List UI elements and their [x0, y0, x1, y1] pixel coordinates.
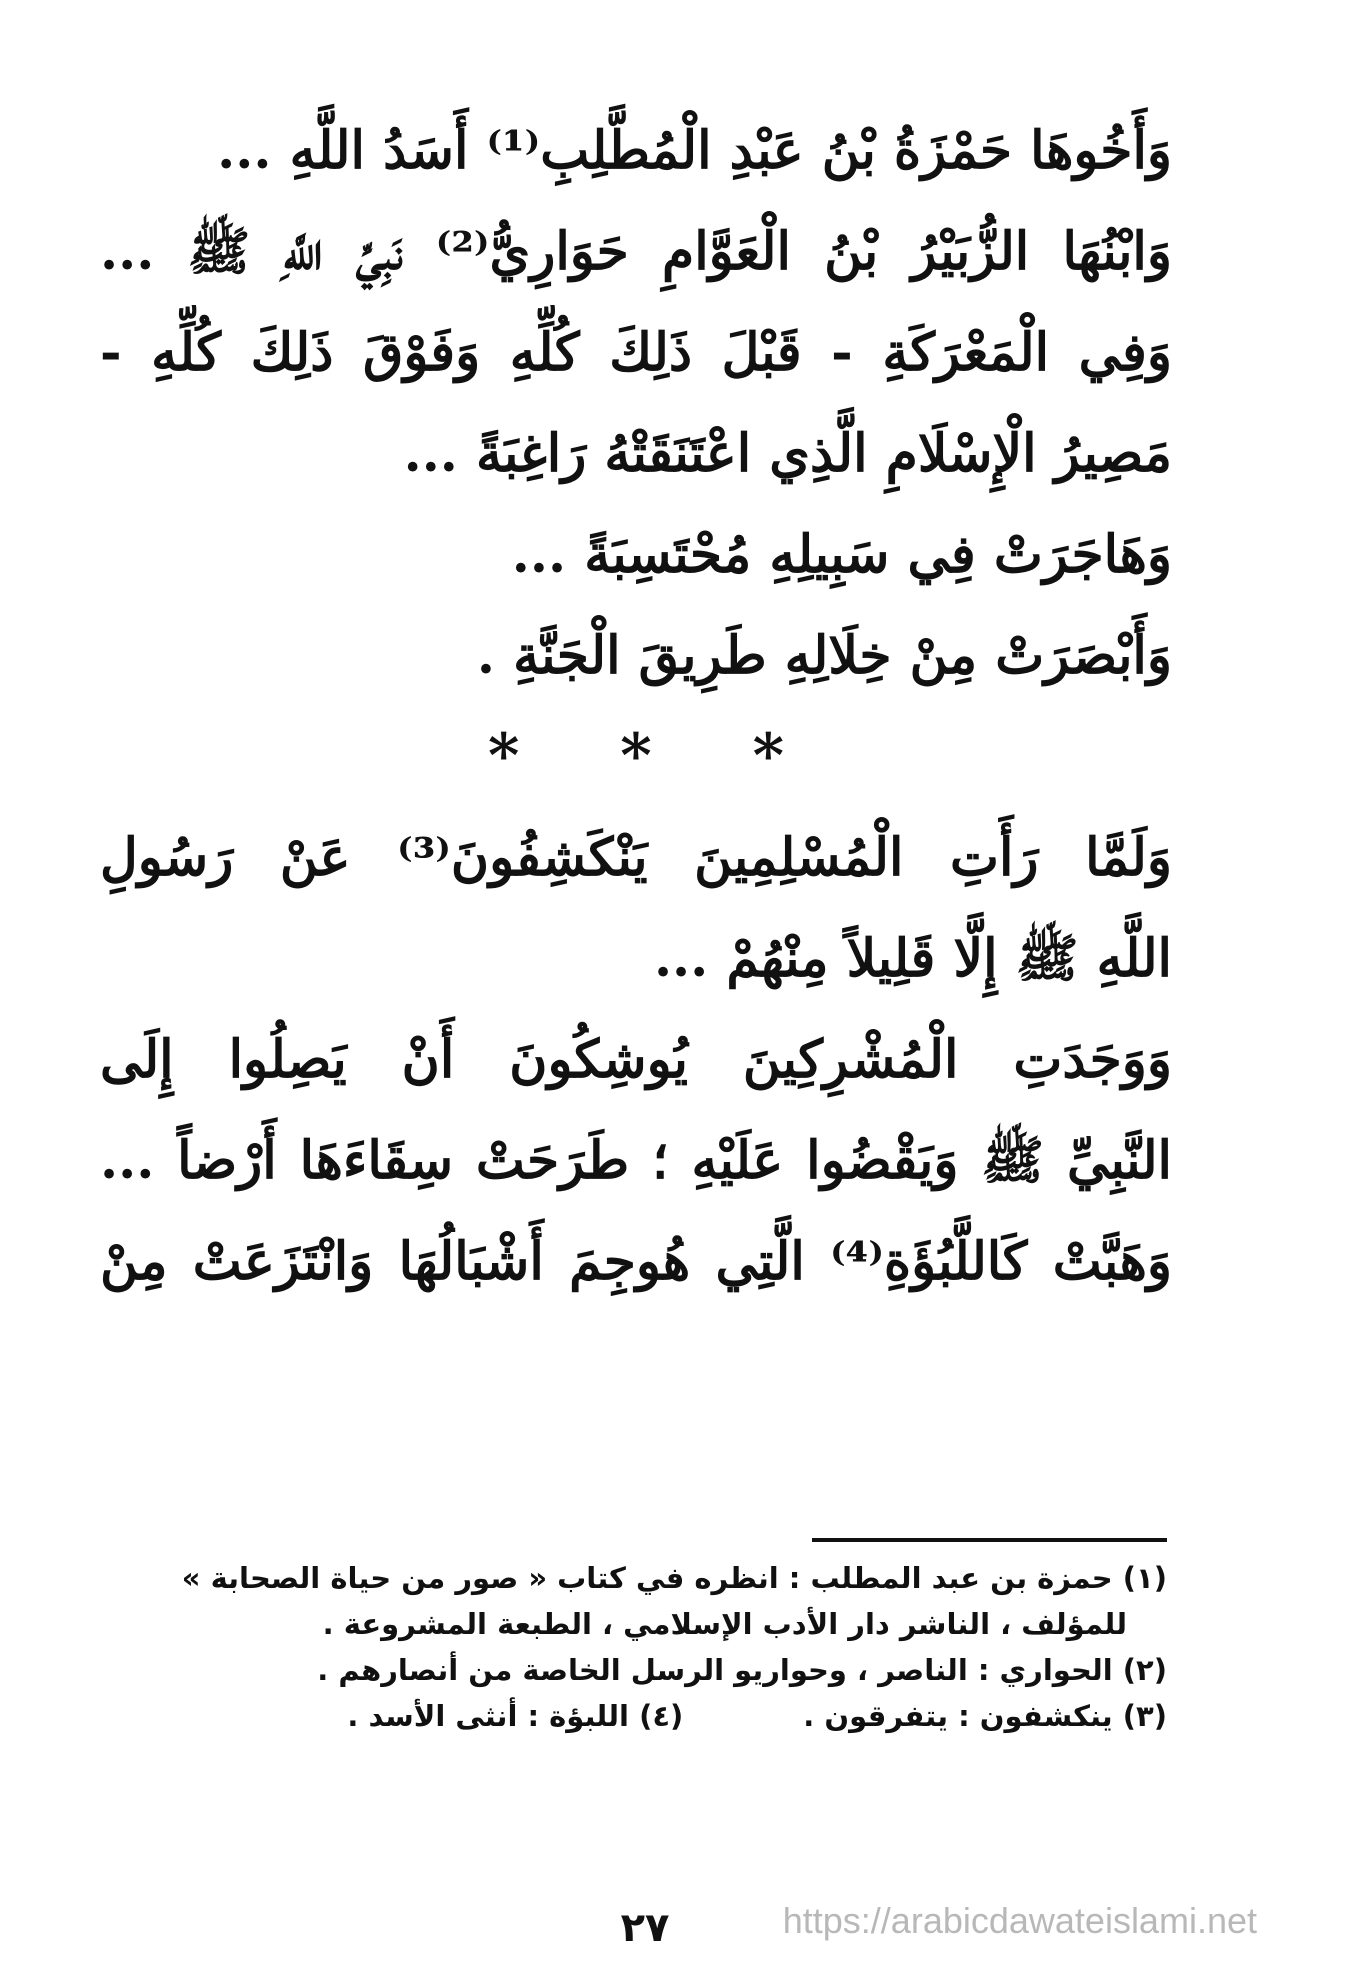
text-line: وَأَبْصَرَتْ مِنْ خِلَالِهِ طَرِيقَ الْجَنَّةِ . [476, 625, 1172, 686]
text-line: وَلَمَّا رَأَتِ الْمُسْلِمِينَ يَنْكَشِفُونَ⁽³⁾ عَنْ رَسُولِ [100, 827, 1172, 888]
footnote-1-continued: للمؤلف ، الناشر دار الأدب الإسلامي ، الطبعة المشروعة . [322, 1607, 1127, 1641]
watermark-url: https://arabicdawateislami.net [782, 1900, 1257, 1941]
text-line: مَصِيرُ الْإِسْلَامِ الَّذِي اعْتَنَقَتْهُ رَاغِبَةً ... [403, 423, 1172, 484]
footnote-divider [812, 1538, 1167, 1542]
text-line: وَوَجَدَتِ الْمُشْرِكِينَ يُوشِكُونَ أَنْ يَصِلُوا إِلَى [100, 1029, 1172, 1090]
text-line: وَفِي الْمَعْرَكَةِ - قَبْلَ ذَلِكَ كُلِّهِ وَفَوْقَ ذَلِكَ كُلِّهِ - [100, 322, 1172, 383]
footnote-row [100, 1693, 1167, 1739]
text-line: وَابْنُهَا الزُّبَيْرُ بْنُ الْعَوَّامِ حَوَارِيُّ⁽²⁾ نَبِيِّ اللَّهِ ﷺ ... [100, 221, 1172, 282]
section-separator: * * * [488, 721, 824, 791]
footnote-4: (٤) اللبؤة : أنثى الأسد . [347, 1699, 684, 1733]
page-number: ٢٧ [620, 1905, 670, 1951]
text-line: وَهَبَّتْ كَاللَّبُؤَةِ⁽⁴⁾ الَّتِي هُوجِمَ أَشْبَالُهَا وَانْتَزَعَتْ مِنْ [100, 1231, 1172, 1292]
main-text [100, 100, 1172, 1312]
footnote-2: (٢) الحواري : الناصر ، وحواريو الرسل الخاصة من أنصارهم . [317, 1653, 1167, 1687]
footnote-1: (١) حمزة بن عبد المطلب : انظره في كتاب « صور من حياة الصحابة » [181, 1561, 1167, 1595]
text-line: اللَّهِ ﷺ إِلَّا قَلِيلاً مِنْهُمْ ... [653, 928, 1172, 989]
text-line: النَّبِيِّ ﷺ وَيَقْضُوا عَلَيْهِ ؛ طَرَحَتْ سِقَاءَهَا أَرْضاً ... [100, 1130, 1172, 1191]
text-line: وَأَخُوهَا حَمْزَةُ بْنُ عَبْدِ الْمُطَّلِبِ⁽¹⁾ أَسَدُ اللَّهِ ... [217, 120, 1172, 181]
footnotes [100, 1555, 1167, 1739]
text-line: وَهَاجَرَتْ فِي سَبِيلِهِ مُحْتَسِبَةً ... [511, 524, 1172, 585]
footnote-3: (٣) ينكشفون : يتفرقون . [803, 1699, 1167, 1733]
